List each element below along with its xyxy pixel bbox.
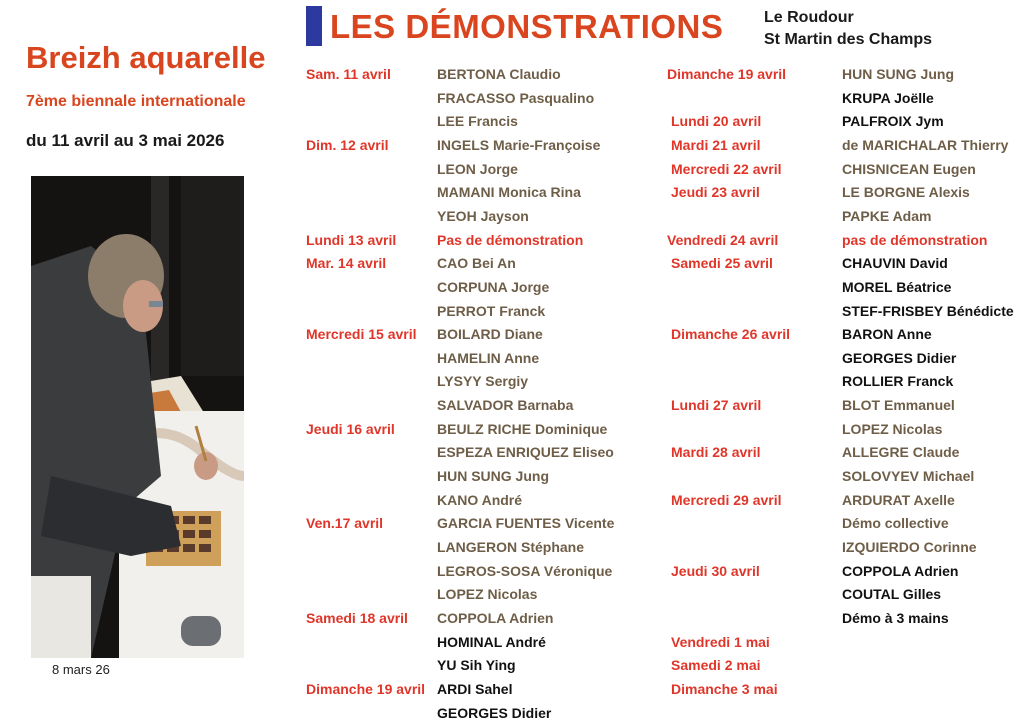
artist-name: SOLOVYEV Michael	[842, 468, 975, 485]
day-label: Mar. 14 avril	[306, 255, 387, 272]
day-label: Mercredi 29 avril	[671, 491, 782, 508]
title-accent-bar	[306, 6, 322, 46]
day-label: Dimanche 19 avril	[667, 66, 787, 82]
day-label: Mercredi 15 avril	[306, 326, 417, 343]
artist-name: GEORGES Didier	[437, 704, 552, 721]
artist-name: LANGERON Stéphane	[437, 539, 585, 555]
artist-name: BERTONA Claudio	[437, 66, 561, 82]
artist-name: CORPUNA Jorge	[437, 278, 550, 295]
page-title: LES DÉMONSTRATIONS	[330, 8, 724, 45]
artist-name: BEULZ RICHE Dominique	[437, 420, 608, 437]
artist-photo	[31, 176, 244, 658]
day-label: Samedi 25 avril	[671, 255, 773, 272]
day-label: Mercredi 22 avril	[671, 160, 782, 177]
artist-name: de MARICHALAR Thierry	[842, 136, 1009, 153]
day-label: Mardi 28 avril	[671, 444, 761, 461]
painter-illustration	[31, 176, 244, 658]
artist-name: ARDURAT Axelle	[842, 491, 955, 508]
artist-name: COPPOLA Adrien	[437, 609, 554, 626]
artist-name: IZQUIERDO Corinne	[842, 539, 977, 555]
artist-name: LOPEZ Nicolas	[437, 586, 538, 603]
artist-name: LEGROS-SOSA Véronique	[437, 562, 613, 579]
artist-name: CAO Bei An	[437, 255, 516, 272]
artist-name: Pas de démonstration	[437, 231, 584, 248]
day-label: Samedi 18 avril	[306, 609, 408, 626]
day-label: Dimanche 3 mai	[671, 680, 778, 697]
day-label: Dimanche 26 avril	[671, 326, 791, 343]
artist-name: COPPOLA Adrien	[842, 562, 959, 579]
artist-name: CHAUVIN David	[842, 255, 948, 272]
artist-name: KANO André	[437, 491, 523, 508]
photo-caption: 8 mars 26	[52, 662, 110, 677]
artist-name: INGELS Marie-Françoise	[437, 136, 601, 153]
artist-name: SALVADOR Barnaba	[437, 397, 574, 414]
day-label: Dimanche 19 avril	[306, 680, 426, 697]
brand-title: Breizh aquarelle	[26, 40, 266, 75]
day-label: Dim. 12 avril	[306, 136, 389, 153]
artist-name: ALLEGRE Claude	[842, 444, 960, 461]
artist-name: STEF-FRISBEY Bénédicte	[842, 302, 1014, 319]
artist-name: HOMINAL André	[437, 633, 546, 650]
day-label: Samedi 2 mai	[671, 657, 761, 674]
artist-name: HUN SUNG Jung	[437, 468, 549, 485]
day-label: Vendredi 24 avril	[667, 231, 779, 248]
artist-name: ESPEZA ENRIQUEZ Eliseo	[437, 444, 614, 461]
day-label: Vendredi 1 mai	[671, 633, 770, 650]
artist-name: YEOH Jayson	[437, 207, 529, 224]
day-label: Lundi 27 avril	[671, 397, 762, 414]
artist-name: PERROT Franck	[437, 302, 546, 319]
day-label: Lundi 20 avril	[671, 113, 762, 130]
event-dates: du 11 avril au 3 mai 2026	[26, 131, 225, 150]
artist-name: LOPEZ Nicolas	[842, 420, 943, 437]
biennale-subtitle: 7ème biennale internationale	[26, 93, 246, 110]
artist-name: BOILARD Diane	[437, 326, 543, 343]
artist-name: LYSYY Sergiy	[437, 373, 529, 390]
artist-name: LE BORGNE Alexis	[842, 184, 970, 201]
artist-name: Démo collective	[842, 515, 949, 532]
artist-name: CHISNICEAN Eugen	[842, 160, 976, 177]
artist-name: FRACASSO Pasqualino	[437, 89, 595, 106]
artist-name: PAPKE Adam	[842, 207, 932, 224]
artist-name: BLOT Emmanuel	[842, 397, 955, 414]
artist-name: PALFROIX Jym	[842, 113, 944, 130]
artist-name: HAMELIN Anne	[437, 349, 540, 366]
artist-name: GEORGES Didier	[842, 349, 957, 366]
day-label: Ven.17 avril	[306, 515, 384, 532]
artist-name: pas de démonstration	[842, 231, 988, 248]
artist-name: BARON Anne	[842, 326, 932, 343]
day-label: Jeudi 16 avril	[306, 420, 395, 437]
day-label: Lundi 13 avril	[306, 231, 397, 248]
artist-name: KRUPA Joëlle	[842, 89, 934, 106]
artist-name: LEE Francis	[437, 113, 518, 130]
artist-name: HUN SUNG Jung	[842, 66, 954, 82]
venue-town: St Martin des Champs	[764, 31, 933, 48]
day-label: Sam. 11 avril	[306, 66, 391, 82]
venue-name: Le Roudour	[764, 9, 854, 26]
artist-name: GARCIA FUENTES Vicente	[437, 515, 615, 532]
artist-name: MAMANI Monica Rina	[437, 184, 581, 201]
artist-name: LEON Jorge	[437, 160, 518, 177]
artist-name: ARDI Sahel	[437, 680, 513, 697]
day-label: Jeudi 30 avril	[671, 562, 760, 579]
artist-name: YU Sih Ying	[437, 657, 516, 674]
day-label: Mardi 21 avril	[671, 136, 761, 153]
artist-name: MOREL Béatrice	[842, 278, 952, 295]
artist-name: COUTAL Gilles	[842, 586, 942, 603]
day-label: Jeudi 23 avril	[671, 184, 760, 201]
artist-name: Démo à 3 mains	[842, 609, 949, 626]
artist-name: ROLLIER Franck	[842, 373, 954, 390]
